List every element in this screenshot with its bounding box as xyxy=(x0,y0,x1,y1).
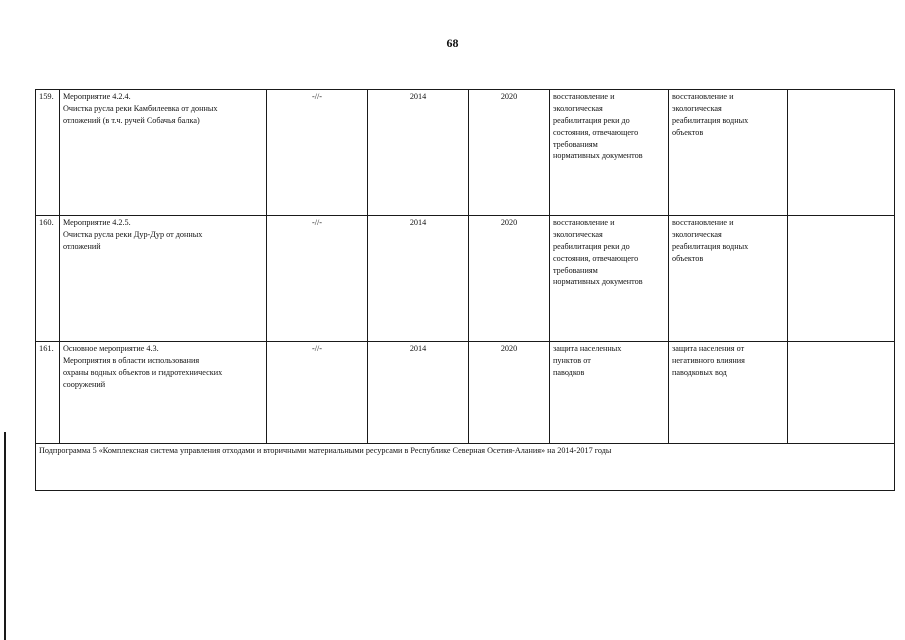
executor-cell: -//- xyxy=(267,90,368,216)
expected-result-line: экологическая xyxy=(553,103,603,113)
consequence-cell xyxy=(669,216,788,342)
note-cell xyxy=(788,342,895,444)
subprogram-heading: Подпрограмма 5 «Комплексная система управления отходами и вторичными материальными ресурсами в Республике Северная Осетия-Алания» на 2014-2017 годы xyxy=(36,444,895,491)
consequence-line: реабилитация водных xyxy=(672,115,749,125)
expected-result-line: требованиям xyxy=(553,265,598,275)
activity-name-cell xyxy=(60,342,267,444)
table-row xyxy=(36,342,895,444)
note-cell xyxy=(788,90,895,216)
page-number: 68 xyxy=(446,36,459,50)
consequence-line: паводковых вод xyxy=(672,367,727,377)
end-year-cell: 2020 xyxy=(469,216,550,342)
expected-result-cell xyxy=(550,216,669,342)
activity-title: Основное мероприятие 4.3. xyxy=(63,344,159,353)
expected-result-line: нормативных документов xyxy=(553,277,643,287)
activity-title: Мероприятие 4.2.5. xyxy=(63,218,131,227)
activity-description-line: Очистка русла реки Дур-Дур от донных xyxy=(63,229,203,239)
expected-result-line: реабилитация реки до xyxy=(553,241,630,251)
row-number-cell: 160. xyxy=(36,216,60,342)
table-body xyxy=(36,90,895,491)
activity-description-line: охраны водных объектов и гидротехнических xyxy=(63,367,223,377)
consequence-line: объектов xyxy=(672,127,704,137)
start-year-cell: 2014 xyxy=(368,216,469,342)
consequence-cell xyxy=(669,342,788,444)
consequence-line: реабилитация водных xyxy=(672,241,749,251)
consequence-line: восстановление и xyxy=(672,218,734,227)
note-cell xyxy=(788,216,895,342)
activity-description-line: отложений xyxy=(63,241,101,251)
expected-result-line: нормативных документов xyxy=(553,151,643,161)
expected-result-line: состояния, отвечающего xyxy=(553,253,639,263)
margin-bar xyxy=(4,432,6,640)
expected-result-line: паводков xyxy=(553,367,585,377)
activity-description-line: Очистка русла реки Камбилеевка от донных xyxy=(63,103,218,113)
row-number-cell: 161. xyxy=(36,342,60,444)
activities-table xyxy=(35,89,895,491)
consequence-line: восстановление и xyxy=(672,92,734,101)
executor-cell: -//- xyxy=(267,342,368,444)
expected-result-line: требованиям xyxy=(553,139,598,149)
expected-result-cell xyxy=(550,342,669,444)
table-row xyxy=(36,90,895,216)
row-number-cell: 159. xyxy=(36,90,60,216)
expected-result-line: защита населенных xyxy=(553,344,622,353)
activity-name-cell xyxy=(60,90,267,216)
consequence-line: экологическая xyxy=(672,229,722,239)
consequence-cell xyxy=(669,90,788,216)
activity-description-line: сооружений xyxy=(63,379,106,389)
expected-result-cell xyxy=(550,90,669,216)
expected-result-line: реабилитация реки до xyxy=(553,115,630,125)
activity-name-cell xyxy=(60,216,267,342)
expected-result-line: состояния, отвечающего xyxy=(553,127,639,137)
end-year-cell: 2020 xyxy=(469,90,550,216)
consequence-line: объектов xyxy=(672,253,704,263)
expected-result-line: восстановление и xyxy=(553,218,615,227)
expected-result-line: восстановление и xyxy=(553,92,615,101)
expected-result-line: экологическая xyxy=(553,229,603,239)
executor-cell: -//- xyxy=(267,216,368,342)
end-year-cell: 2020 xyxy=(469,342,550,444)
activity-description-line: Мероприятия в области использования xyxy=(63,355,200,365)
consequence-line: защита населения от xyxy=(672,344,745,353)
consequence-line: негативного влияния xyxy=(672,355,745,365)
start-year-cell: 2014 xyxy=(368,90,469,216)
consequence-line: экологическая xyxy=(672,103,722,113)
activity-description-line: отложений (в т.ч. ручей Собачья балка) xyxy=(63,115,200,125)
subprogram-row xyxy=(36,444,895,491)
activity-title: Мероприятие 4.2.4. xyxy=(63,92,131,101)
start-year-cell: 2014 xyxy=(368,342,469,444)
table-row xyxy=(36,216,895,342)
expected-result-line: пунктов от xyxy=(553,355,591,365)
